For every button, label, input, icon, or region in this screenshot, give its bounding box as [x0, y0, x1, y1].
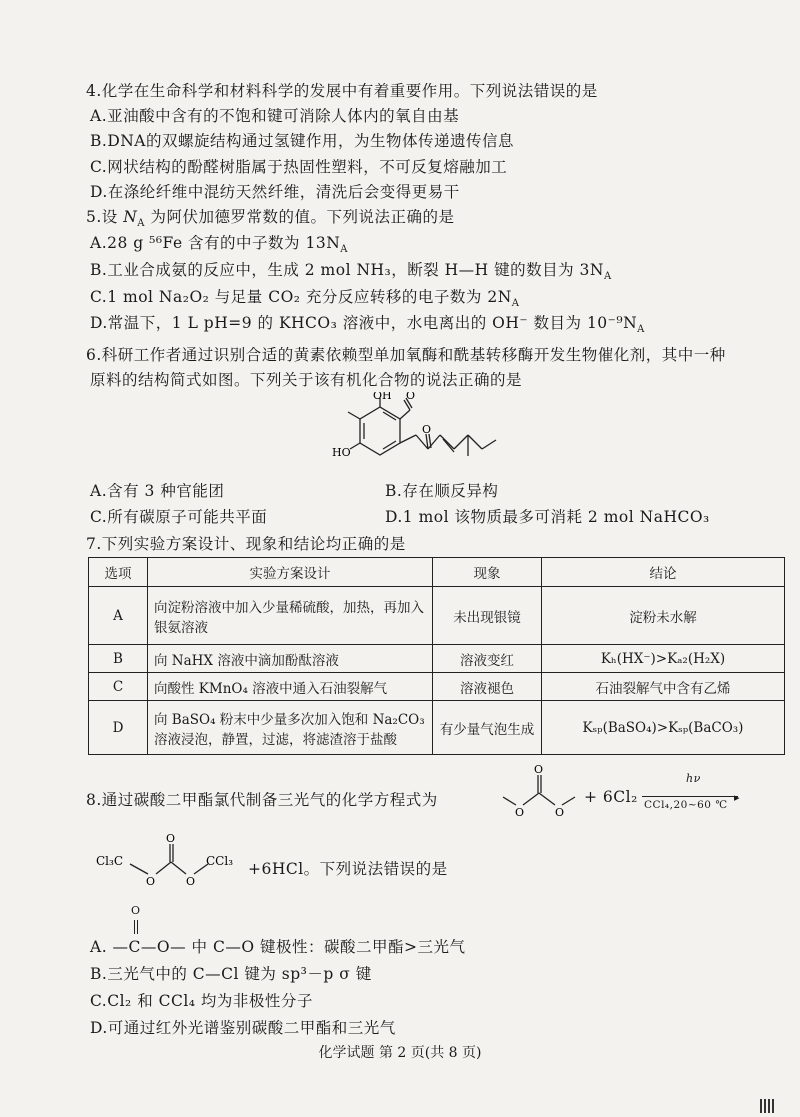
q8-reagent: + 6Cl₂: [584, 788, 638, 806]
q6-option-b: B.存在顺反异构: [385, 482, 499, 500]
header-conclusion: 结论: [542, 558, 785, 587]
q6-option-c: C.所有碳原子可能共平面: [90, 508, 268, 526]
q6-option-d: D.1 mol 该物质最多可消耗 2 mol NaHCO₃: [385, 508, 710, 526]
qr-code-icon: [760, 1099, 774, 1113]
table-header-row: [89, 558, 785, 587]
q8-product-ester-o-left: O: [146, 875, 156, 888]
q6-stem-line2: 原料的结构简式如图。下列关于该有机化合物的说法正确的是: [90, 371, 523, 389]
q8-dimethyl-carbonate-diagram: [498, 763, 578, 825]
header-option: 选项: [89, 558, 148, 587]
q8-option-a-double-bond: [134, 920, 135, 934]
q8-product-carbonyl-o: O: [166, 832, 176, 845]
q8-ester-o-right: O: [555, 806, 565, 819]
q8-condition-top: hν: [686, 772, 701, 785]
page-footer: 化学试题 第 2 页(共 8 页): [318, 1045, 482, 1061]
q8-stem: 8.通过碳酸二甲酯氯代制备三光气的化学方程式为: [86, 791, 438, 809]
q6-oh-top-label: OH: [373, 392, 392, 402]
q5-stem: 5.设 $N_A$ 为阿伏加德罗常数的值。下列说法正确的是: [86, 208, 455, 230]
q8-triphosgene-diagram: [96, 832, 246, 894]
q6-stem-line1: 6.科研工作者通过识别合适的黄素依赖型单加氧酶和酰基转移酶开发生物催化剂，其中一种: [86, 346, 726, 364]
q8-reaction-arrow: [642, 796, 738, 797]
q8-option-c: C.Cl₂ 和 CCl₄ 均为非极性分子: [90, 992, 313, 1010]
q4-option-b: B.DNA的双螺旋结构通过氢键作用，为生物体传递遗传信息: [90, 132, 515, 150]
q8-carbonyl-o-label: O: [534, 763, 544, 776]
table-row: A 向淀粉溶液中加入少量稀硫酸，加热，再加入 银氨溶液 未出现银镜 淀粉未水解: [89, 587, 785, 645]
table-row: C 向酸性 KMnO₄ 溶液中通入石油裂解气 溶液褪色 石油裂解气中含有乙烯: [89, 673, 785, 701]
q8-arrow-head: ▸: [734, 791, 741, 804]
q6-ho-left-label: HO: [332, 446, 351, 459]
q8-product-left-group: Cl₃C: [96, 854, 124, 868]
header-design: 实验方案设计: [148, 558, 433, 587]
q8-condition-bottom: CCl₄,20~60 ℃: [644, 799, 728, 811]
q6-aldehyde-o-label: O: [406, 392, 416, 402]
q6-option-a: A.含有 3 种官能团: [90, 482, 225, 500]
q4-stem: 4.化学在生命科学和材料科学的发展中有着重要作用。下列说法错误的是: [86, 82, 598, 100]
q8-product-ester-o-right: O: [186, 875, 196, 888]
q8-option-a-carbonyl-o: O: [131, 904, 141, 917]
q8-equation-tail: +6HCl。下列说法错误的是: [248, 860, 448, 878]
q5-option-b: B.工业合成氨的反应中，生成 2 mol NH₃，断裂 H—H 键的数目为 $3N_A$: [90, 261, 612, 283]
q7-stem: 7.下列实验方案设计、现象和结论均正确的是: [86, 535, 406, 553]
table-row: D 向 BaSO₄ 粉末中少量多次加入饱和 Na₂CO₃ 溶液浸泡，静置，过滤，将滤渣溶于盐酸 有少量气泡生成 Kₛₚ(BaSO₄)>Kₛₚ(BaCO₃): [89, 701, 785, 755]
q5-option-a: A.28 g ⁵⁶Fe 含有的中子数为 $13N_A$: [90, 234, 349, 256]
q4-option-d: D.在涤纶纤维中混纺天然纤维，清洗后会变得更易干: [90, 183, 460, 201]
q8-option-d: D.可通过红外光谱鉴别碳酸二甲酯和三光气: [90, 1019, 396, 1037]
q8-option-b: B.三光气中的 C—Cl 键为 sp³－p σ 键: [90, 965, 372, 983]
q8-ester-o-left: O: [515, 806, 525, 819]
header-phenomenon: 现象: [433, 558, 542, 587]
q8-option-a-double-bond-2: [137, 920, 138, 934]
q6-structure-diagram: [320, 392, 520, 472]
q8-product-right-group: CCl₃: [206, 854, 234, 868]
q6-ketone-o-label: O: [422, 423, 432, 436]
q4-option-a: A.亚油酸中含有的不饱和键可消除人体内的氧自由基: [90, 107, 460, 125]
q4-option-c: C.网状结构的酚醛树脂属于热固性塑料，不可反复熔融加工: [90, 158, 508, 176]
q7-table: [88, 557, 785, 755]
q5-option-c: C.1 mol Na₂O₂ 与足量 CO₂ 充分反应转移的电子数为 $2N_A$: [90, 288, 520, 310]
table-row: B 向 NaHX 溶液中滴加酚酞溶液 溶液变红 Kₕ(HX⁻)>Kₐ₂(H₂X): [89, 645, 785, 673]
q8-option-a: A. —C—O— 中 C—O 键极性：碳酸二甲酯>三光气: [90, 938, 466, 956]
q5-option-d: D.常温下，1 L pH=9 的 KHCO₃ 溶液中，水电离出的 OH⁻ 数目为 $10^{-9}N_A$: [90, 314, 645, 336]
